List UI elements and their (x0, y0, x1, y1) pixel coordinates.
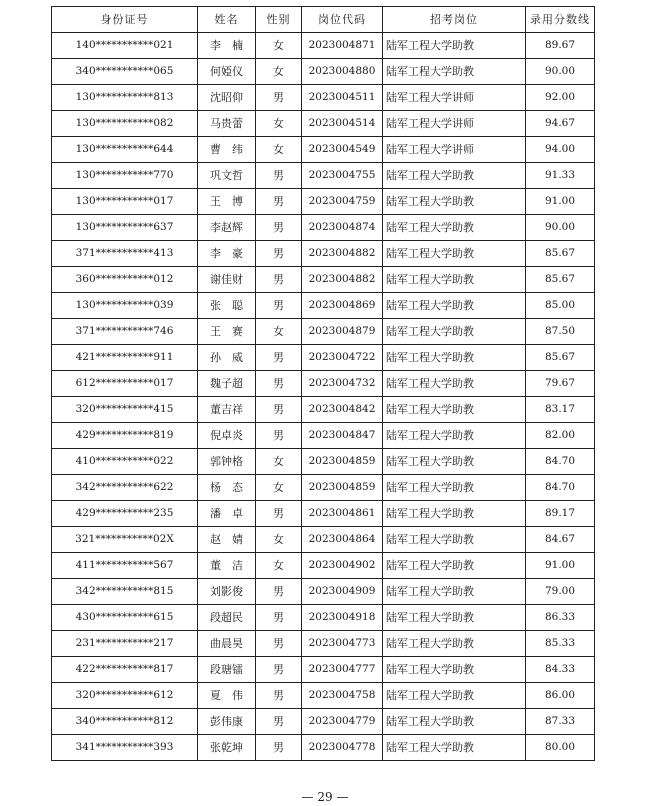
name-cell: 潘 卓 (198, 501, 256, 527)
post-code-cell: 2023004918 (302, 605, 383, 631)
name-cell: 沈昭仰 (198, 85, 256, 111)
id-number-cell: 421***********911 (52, 345, 198, 371)
score-cell: 85.33 (526, 631, 595, 657)
table-row (52, 267, 595, 293)
post-code-cell: 2023004779 (302, 709, 383, 735)
id-number-cell: 321***********02X (52, 527, 198, 553)
table-row (52, 423, 595, 449)
table-row (52, 345, 595, 371)
id-number-cell: 422***********817 (52, 657, 198, 683)
post-code-cell: 2023004882 (302, 241, 383, 267)
score-cell: 89.17 (526, 501, 595, 527)
post-code-cell: 2023004861 (302, 501, 383, 527)
post-code-cell: 2023004882 (302, 267, 383, 293)
post-cell: 陆军工程大学助教 (383, 371, 526, 397)
id-number-cell: 130***********770 (52, 163, 198, 189)
score-cell: 87.50 (526, 319, 595, 345)
id-number-cell: 612***********017 (52, 371, 198, 397)
table-row (52, 319, 595, 345)
name-cell: 孙 威 (198, 345, 256, 371)
post-code-cell: 2023004874 (302, 215, 383, 241)
name-cell: 段超民 (198, 605, 256, 631)
name-cell: 杨 态 (198, 475, 256, 501)
table-row (52, 735, 595, 761)
post-code-cell: 2023004758 (302, 683, 383, 709)
score-cell: 86.33 (526, 605, 595, 631)
post-code-cell: 2023004842 (302, 397, 383, 423)
post-code-cell: 2023004514 (302, 111, 383, 137)
post-cell: 陆军工程大学助教 (383, 683, 526, 709)
table-row (52, 605, 595, 631)
post-cell: 陆军工程大学助教 (383, 59, 526, 85)
table-row (52, 449, 595, 475)
id-number-cell: 130***********082 (52, 111, 198, 137)
post-code-cell: 2023004859 (302, 475, 383, 501)
name-cell: 夏 伟 (198, 683, 256, 709)
gender-cell: 女 (256, 111, 302, 137)
id-number-cell: 130***********813 (52, 85, 198, 111)
post-cell: 陆军工程大学助教 (383, 449, 526, 475)
post-code-cell: 2023004902 (302, 553, 383, 579)
id-number-cell: 341***********393 (52, 735, 198, 761)
gender-cell: 男 (256, 215, 302, 241)
post-code-cell: 2023004778 (302, 735, 383, 761)
post-cell: 陆军工程大学助教 (383, 605, 526, 631)
score-cell: 85.67 (526, 267, 595, 293)
post-code-cell: 2023004511 (302, 85, 383, 111)
header-row (52, 7, 595, 33)
table-header (52, 7, 595, 33)
score-cell: 84.67 (526, 527, 595, 553)
post-cell: 陆军工程大学助教 (383, 345, 526, 371)
name-cell: 魏子超 (198, 371, 256, 397)
gender-cell: 女 (256, 59, 302, 85)
name-cell: 何婭仪 (198, 59, 256, 85)
post-cell: 陆军工程大学讲师 (383, 111, 526, 137)
name-cell: 王 赛 (198, 319, 256, 345)
post-cell: 陆军工程大学助教 (383, 553, 526, 579)
post-cell: 陆军工程大学助教 (383, 397, 526, 423)
table-row (52, 33, 595, 59)
table-row (52, 579, 595, 605)
table-row (52, 553, 595, 579)
table-row (52, 657, 595, 683)
id-number-cell: 430***********615 (52, 605, 198, 631)
post-code-cell: 2023004859 (302, 449, 383, 475)
post-cell: 陆军工程大学助教 (383, 293, 526, 319)
table-row (52, 501, 595, 527)
post-cell: 陆军工程大学讲师 (383, 85, 526, 111)
table-row (52, 709, 595, 735)
post-cell: 陆军工程大学助教 (383, 163, 526, 189)
name-cell: 郭钟格 (198, 449, 256, 475)
post-cell: 陆军工程大学讲师 (383, 137, 526, 163)
score-cell: 86.00 (526, 683, 595, 709)
gender-cell: 男 (256, 293, 302, 319)
table-row (52, 59, 595, 85)
table-body (52, 33, 595, 761)
table-row (52, 215, 595, 241)
name-cell: 谢佳财 (198, 267, 256, 293)
id-number-cell: 340***********812 (52, 709, 198, 735)
post-cell: 陆军工程大学助教 (383, 579, 526, 605)
name-cell: 彭伟康 (198, 709, 256, 735)
id-number-cell: 411***********567 (52, 553, 198, 579)
header-post: 招考岗位 (383, 7, 526, 33)
post-cell: 陆军工程大学助教 (383, 215, 526, 241)
post-cell: 陆军工程大学助教 (383, 423, 526, 449)
gender-cell: 女 (256, 475, 302, 501)
post-cell: 陆军工程大学助教 (383, 501, 526, 527)
score-cell: 94.00 (526, 137, 595, 163)
header-gender: 性别 (256, 7, 302, 33)
gender-cell: 女 (256, 527, 302, 553)
score-cell: 90.00 (526, 215, 595, 241)
score-cell: 87.33 (526, 709, 595, 735)
header-post-code: 岗位代码 (302, 7, 383, 33)
post-cell: 陆军工程大学助教 (383, 735, 526, 761)
gender-cell: 女 (256, 553, 302, 579)
gender-cell: 女 (256, 449, 302, 475)
score-cell: 79.67 (526, 371, 595, 397)
score-cell: 90.00 (526, 59, 595, 85)
id-number-cell: 429***********819 (52, 423, 198, 449)
id-number-cell: 130***********017 (52, 189, 198, 215)
post-cell: 陆军工程大学助教 (383, 319, 526, 345)
admission-score-table (51, 6, 595, 761)
post-code-cell: 2023004773 (302, 631, 383, 657)
gender-cell: 男 (256, 605, 302, 631)
post-code-cell: 2023004755 (302, 163, 383, 189)
gender-cell: 男 (256, 189, 302, 215)
score-cell: 94.67 (526, 111, 595, 137)
id-number-cell: 130***********637 (52, 215, 198, 241)
gender-cell: 男 (256, 397, 302, 423)
post-cell: 陆军工程大学助教 (383, 267, 526, 293)
name-cell: 董 洁 (198, 553, 256, 579)
table-row (52, 189, 595, 215)
score-cell: 80.00 (526, 735, 595, 761)
header-id-number: 身份证号 (52, 7, 198, 33)
post-cell: 陆军工程大学助教 (383, 475, 526, 501)
gender-cell: 男 (256, 631, 302, 657)
score-cell: 89.67 (526, 33, 595, 59)
score-cell: 91.33 (526, 163, 595, 189)
post-code-cell: 2023004722 (302, 345, 383, 371)
name-cell: 倪卓炎 (198, 423, 256, 449)
gender-cell: 男 (256, 579, 302, 605)
post-cell: 陆军工程大学助教 (383, 33, 526, 59)
name-cell: 曲晨昊 (198, 631, 256, 657)
table-row (52, 85, 595, 111)
table-row (52, 397, 595, 423)
table-row (52, 371, 595, 397)
id-number-cell: 342***********622 (52, 475, 198, 501)
post-cell: 陆军工程大学助教 (383, 657, 526, 683)
table-row (52, 683, 595, 709)
gender-cell: 男 (256, 371, 302, 397)
post-cell: 陆军工程大学助教 (383, 709, 526, 735)
name-cell: 张乾坤 (198, 735, 256, 761)
post-code-cell: 2023004549 (302, 137, 383, 163)
gender-cell: 男 (256, 683, 302, 709)
gender-cell: 男 (256, 85, 302, 111)
score-cell: 84.33 (526, 657, 595, 683)
score-cell: 91.00 (526, 189, 595, 215)
post-code-cell: 2023004909 (302, 579, 383, 605)
id-number-cell: 320***********612 (52, 683, 198, 709)
gender-cell: 女 (256, 33, 302, 59)
page-number: — 29 — (301, 790, 349, 804)
id-number-cell: 140***********021 (52, 33, 198, 59)
name-cell: 段瑭镭 (198, 657, 256, 683)
table-row (52, 163, 595, 189)
name-cell: 董吉祥 (198, 397, 256, 423)
score-cell: 84.70 (526, 449, 595, 475)
post-cell: 陆军工程大学助教 (383, 631, 526, 657)
id-number-cell: 410***********022 (52, 449, 198, 475)
post-code-cell: 2023004880 (302, 59, 383, 85)
gender-cell: 女 (256, 137, 302, 163)
score-cell: 82.00 (526, 423, 595, 449)
name-cell: 曹 纬 (198, 137, 256, 163)
gender-cell: 男 (256, 267, 302, 293)
table-row (52, 527, 595, 553)
name-cell: 张 聪 (198, 293, 256, 319)
post-cell: 陆军工程大学助教 (383, 527, 526, 553)
score-cell: 85.67 (526, 345, 595, 371)
name-cell: 马贵蕾 (198, 111, 256, 137)
id-number-cell: 130***********039 (52, 293, 198, 319)
post-cell: 陆军工程大学助教 (383, 189, 526, 215)
gender-cell: 女 (256, 319, 302, 345)
gender-cell: 男 (256, 345, 302, 371)
header-name: 姓名 (198, 7, 256, 33)
table-row (52, 111, 595, 137)
table-row (52, 293, 595, 319)
id-number-cell: 360***********012 (52, 267, 198, 293)
post-code-cell: 2023004759 (302, 189, 383, 215)
name-cell: 李赵辉 (198, 215, 256, 241)
table-row (52, 475, 595, 501)
name-cell: 巩文哲 (198, 163, 256, 189)
gender-cell: 男 (256, 501, 302, 527)
post-code-cell: 2023004732 (302, 371, 383, 397)
score-cell: 83.17 (526, 397, 595, 423)
id-number-cell: 342***********815 (52, 579, 198, 605)
gender-cell: 男 (256, 423, 302, 449)
gender-cell: 男 (256, 709, 302, 735)
post-code-cell: 2023004864 (302, 527, 383, 553)
post-code-cell: 2023004777 (302, 657, 383, 683)
score-cell: 85.00 (526, 293, 595, 319)
id-number-cell: 371***********746 (52, 319, 198, 345)
name-cell: 王 博 (198, 189, 256, 215)
name-cell: 李 豪 (198, 241, 256, 267)
table-row (52, 631, 595, 657)
id-number-cell: 130***********644 (52, 137, 198, 163)
id-number-cell: 371***********413 (52, 241, 198, 267)
id-number-cell: 340***********065 (52, 59, 198, 85)
score-cell: 79.00 (526, 579, 595, 605)
name-cell: 刘影俊 (198, 579, 256, 605)
id-number-cell: 231***********217 (52, 631, 198, 657)
post-code-cell: 2023004879 (302, 319, 383, 345)
post-code-cell: 2023004871 (302, 33, 383, 59)
name-cell: 李 楠 (198, 33, 256, 59)
post-code-cell: 2023004869 (302, 293, 383, 319)
id-number-cell: 429***********235 (52, 501, 198, 527)
header-score: 录用分数线 (526, 7, 595, 33)
table-row (52, 241, 595, 267)
score-cell: 91.00 (526, 553, 595, 579)
table-row (52, 137, 595, 163)
id-number-cell: 320***********415 (52, 397, 198, 423)
post-cell: 陆军工程大学助教 (383, 241, 526, 267)
score-cell: 84.70 (526, 475, 595, 501)
gender-cell: 男 (256, 657, 302, 683)
score-cell: 92.00 (526, 85, 595, 111)
post-code-cell: 2023004847 (302, 423, 383, 449)
gender-cell: 男 (256, 241, 302, 267)
score-cell: 85.67 (526, 241, 595, 267)
gender-cell: 男 (256, 163, 302, 189)
gender-cell: 男 (256, 735, 302, 761)
name-cell: 赵 婧 (198, 527, 256, 553)
